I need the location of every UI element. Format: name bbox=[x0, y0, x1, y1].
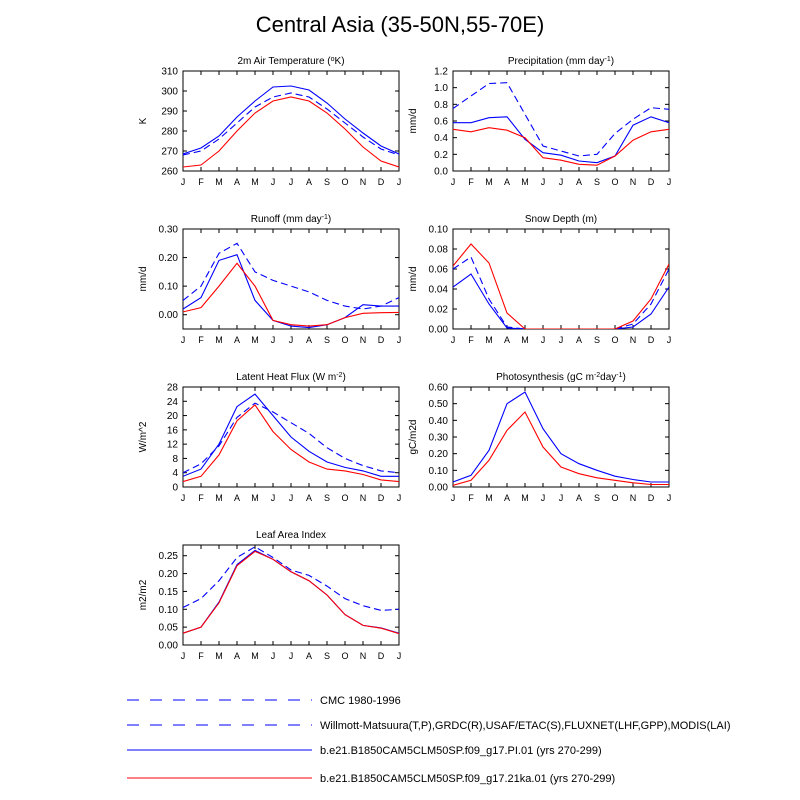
x-tick-label: N bbox=[629, 335, 637, 345]
chart-panel bbox=[408, 214, 671, 345]
y-axis-label: mm/d bbox=[408, 266, 419, 292]
y-tick-label: 8 bbox=[172, 453, 178, 465]
y-tick-label: 310 bbox=[161, 66, 178, 78]
x-tick-label: J bbox=[396, 177, 402, 187]
series-line-obs_cmc bbox=[453, 257, 669, 329]
x-tick-label: N bbox=[629, 493, 637, 503]
chart-title: Photosynthesis (gC $m^{-2}day^{-1}$) bbox=[496, 371, 626, 383]
x-tick-label: A bbox=[503, 335, 511, 345]
x-tick-label: J bbox=[666, 177, 672, 187]
x-tick-label: J bbox=[540, 335, 546, 345]
x-tick-label: D bbox=[377, 651, 385, 661]
x-tick-label: M bbox=[485, 493, 493, 503]
x-tick-label: J bbox=[180, 651, 186, 661]
chart-title: Snow Depth (m) bbox=[524, 214, 598, 225]
legend-item bbox=[127, 695, 401, 707]
y-tick-label: 0.00 bbox=[428, 482, 448, 494]
chart-title: Runoff (mm day$^{-1}$) bbox=[250, 213, 332, 225]
chart-panel bbox=[138, 530, 401, 661]
series-line-obs_willmott bbox=[183, 403, 399, 473]
x-tick-label: S bbox=[593, 493, 601, 503]
series-line-model_21ka bbox=[453, 412, 669, 485]
legend-item bbox=[127, 720, 731, 732]
y-tick-label: 0.25 bbox=[158, 551, 178, 563]
x-tick-label: M bbox=[251, 335, 259, 345]
x-tick-label: O bbox=[611, 177, 619, 187]
y-axis-label: K bbox=[138, 117, 149, 125]
x-tick-label: M bbox=[521, 493, 529, 503]
x-tick-label: J bbox=[450, 177, 456, 187]
x-tick-label: S bbox=[323, 335, 331, 345]
y-tick-label: 20 bbox=[166, 411, 178, 423]
y-tick-label: 290 bbox=[161, 106, 178, 118]
x-tick-label: J bbox=[270, 177, 276, 187]
y-tick-label: 0.06 bbox=[428, 264, 448, 276]
y-tick-label: 0.15 bbox=[158, 586, 178, 598]
series-line-obs_willmott bbox=[183, 93, 399, 155]
x-tick-label: O bbox=[341, 651, 349, 661]
x-tick-label: A bbox=[233, 493, 241, 503]
y-tick-label: 0.10 bbox=[158, 281, 178, 293]
plot-frame bbox=[183, 545, 399, 645]
series-line-model_21ka bbox=[453, 128, 669, 166]
x-tick-label: A bbox=[575, 493, 583, 503]
x-tick-label: S bbox=[593, 335, 601, 345]
y-axis-label: gC/m2d bbox=[408, 419, 419, 455]
y-tick-label: 0.30 bbox=[428, 432, 448, 444]
series-line-obs_willmott bbox=[453, 83, 669, 156]
x-tick-label: J bbox=[666, 335, 672, 345]
legend-label: b.e21.B1850CAM5CLM50SP.f09_g17.21ka.01 (yrs 270-299) bbox=[320, 773, 616, 785]
x-tick-label: J bbox=[180, 335, 186, 345]
y-tick-label: 24 bbox=[166, 396, 178, 408]
y-tick-label: 270 bbox=[161, 146, 178, 158]
y-tick-label: 0.0 bbox=[434, 166, 448, 178]
x-tick-label: M bbox=[215, 651, 223, 661]
x-tick-label: N bbox=[359, 651, 367, 661]
y-tick-label: 4 bbox=[172, 468, 178, 480]
y-tick-label: 0.2 bbox=[434, 149, 448, 161]
y-tick-label: 1.2 bbox=[434, 66, 448, 78]
x-tick-label: O bbox=[611, 493, 619, 503]
x-tick-label: F bbox=[198, 651, 204, 661]
y-axis-label: mm/d bbox=[138, 266, 149, 292]
x-tick-label: F bbox=[468, 493, 474, 503]
x-tick-label: J bbox=[666, 493, 672, 503]
page-title: Central Asia (35-50N,55-70E) bbox=[255, 12, 545, 37]
x-tick-label: D bbox=[647, 177, 655, 187]
x-tick-label: A bbox=[233, 651, 241, 661]
x-tick-label: M bbox=[521, 177, 529, 187]
legend-label: Willmott-Matsuura(T,P),GRDC(R),USAF/ETAC(S),FLUXNET(LHF,GPP),MODIS(LAI) bbox=[320, 720, 731, 732]
x-tick-label: J bbox=[288, 651, 294, 661]
y-tick-label: 12 bbox=[166, 439, 178, 451]
y-tick-label: 0.20 bbox=[158, 569, 178, 581]
series-line-model_21ka bbox=[183, 97, 399, 167]
x-tick-label: F bbox=[198, 177, 204, 187]
x-tick-label: A bbox=[305, 651, 313, 661]
y-tick-label: 0.08 bbox=[428, 244, 448, 256]
legend-label: CMC 1980-1996 bbox=[320, 695, 401, 707]
x-tick-label: M bbox=[251, 651, 259, 661]
x-tick-label: J bbox=[450, 335, 456, 345]
x-tick-label: J bbox=[450, 493, 456, 503]
series-line-model_21ka bbox=[183, 405, 399, 482]
x-tick-label: J bbox=[540, 493, 546, 503]
x-tick-label: S bbox=[323, 177, 331, 187]
series-line-model_21ka bbox=[453, 244, 669, 329]
x-tick-label: D bbox=[647, 493, 655, 503]
chart-panel bbox=[138, 214, 401, 346]
y-tick-label: 0.50 bbox=[428, 399, 448, 411]
x-tick-label: J bbox=[180, 177, 186, 187]
x-tick-label: J bbox=[270, 335, 276, 345]
y-tick-label: 0.4 bbox=[434, 133, 448, 145]
x-tick-label: J bbox=[288, 177, 294, 187]
plot-frame bbox=[453, 387, 669, 487]
chart-panel bbox=[408, 372, 671, 504]
series-line-model_21ka bbox=[183, 263, 399, 326]
y-axis-label: m2/m2 bbox=[138, 579, 149, 611]
y-tick-label: 0.6 bbox=[434, 116, 448, 128]
series-line-model_pi bbox=[183, 394, 399, 476]
x-tick-label: F bbox=[468, 177, 474, 187]
x-tick-label: J bbox=[558, 493, 564, 503]
x-tick-label: N bbox=[629, 177, 637, 187]
y-tick-label: 0.04 bbox=[428, 284, 448, 296]
y-tick-label: 0.10 bbox=[158, 604, 178, 616]
x-tick-label: A bbox=[503, 177, 511, 187]
y-tick-label: 0.10 bbox=[428, 224, 448, 236]
x-tick-label: A bbox=[305, 335, 313, 345]
y-tick-label: 1.0 bbox=[434, 83, 448, 95]
y-tick-label: 0.40 bbox=[428, 415, 448, 427]
x-tick-label: M bbox=[251, 177, 259, 187]
y-tick-label: 260 bbox=[161, 166, 178, 178]
x-tick-label: F bbox=[468, 335, 474, 345]
y-tick-label: 0.02 bbox=[428, 304, 448, 316]
x-tick-label: D bbox=[377, 335, 385, 345]
y-tick-label: 0.20 bbox=[158, 253, 178, 265]
x-tick-label: A bbox=[233, 335, 241, 345]
chart-title: Latent Heat Flux (W $m^{-2}$) bbox=[236, 371, 346, 383]
x-tick-label: M bbox=[485, 335, 493, 345]
x-tick-label: J bbox=[540, 177, 546, 187]
x-tick-label: A bbox=[575, 177, 583, 187]
x-tick-label: A bbox=[305, 177, 313, 187]
x-tick-label: A bbox=[503, 493, 511, 503]
chart-panel bbox=[138, 372, 401, 504]
y-tick-label: 0 bbox=[172, 482, 178, 494]
x-tick-label: F bbox=[198, 335, 204, 345]
y-tick-label: 300 bbox=[161, 86, 178, 98]
x-tick-label: S bbox=[593, 177, 601, 187]
x-tick-label: J bbox=[288, 335, 294, 345]
series-line-model_pi bbox=[453, 117, 669, 163]
x-tick-label: J bbox=[558, 177, 564, 187]
y-tick-label: 0.8 bbox=[434, 99, 448, 111]
x-tick-label: A bbox=[305, 493, 313, 503]
y-axis-label: W/m^2 bbox=[138, 421, 149, 453]
plot-frame bbox=[183, 229, 399, 329]
x-tick-label: N bbox=[359, 177, 367, 187]
y-tick-label: 280 bbox=[161, 126, 178, 138]
x-tick-label: O bbox=[341, 177, 349, 187]
x-tick-label: O bbox=[341, 493, 349, 503]
x-tick-label: D bbox=[377, 493, 385, 503]
chart-panel bbox=[138, 56, 401, 188]
x-tick-label: J bbox=[270, 651, 276, 661]
x-tick-label: D bbox=[647, 335, 655, 345]
legend-label: b.e21.B1850CAM5CLM50SP.f09_g17.PI.01 (yrs 270-299) bbox=[320, 745, 602, 757]
legend-item bbox=[127, 745, 602, 757]
x-tick-label: S bbox=[323, 493, 331, 503]
y-tick-label: 0.00 bbox=[158, 310, 178, 322]
chart-title: 2m Air Temperature ($^o$K) bbox=[237, 55, 345, 67]
series-line-model_pi bbox=[183, 86, 399, 154]
chart-title: Leaf Area Index bbox=[255, 530, 327, 541]
y-tick-label: 0.00 bbox=[158, 640, 178, 652]
chart-panel bbox=[408, 56, 671, 188]
x-tick-label: O bbox=[341, 335, 349, 345]
y-axis-label: mm/d bbox=[408, 108, 419, 134]
x-tick-label: N bbox=[359, 335, 367, 345]
y-tick-label: 0.30 bbox=[158, 224, 178, 236]
y-tick-label: 0.05 bbox=[158, 622, 178, 634]
y-tick-label: 0.20 bbox=[428, 449, 448, 461]
plot-frame bbox=[453, 229, 669, 329]
x-tick-label: M bbox=[215, 177, 223, 187]
x-tick-label: N bbox=[359, 493, 367, 503]
x-tick-label: M bbox=[485, 177, 493, 187]
chart-title: Precipitation (mm day$^{-1}$) bbox=[507, 55, 615, 67]
series-line-model_pi bbox=[183, 550, 399, 633]
x-tick-label: J bbox=[396, 651, 402, 661]
x-tick-label: S bbox=[323, 651, 331, 661]
x-tick-label: M bbox=[251, 493, 259, 503]
x-tick-label: A bbox=[233, 177, 241, 187]
series-line-obs_willmott bbox=[183, 243, 399, 309]
x-tick-label: J bbox=[396, 335, 402, 345]
x-tick-label: J bbox=[558, 335, 564, 345]
series-line-model_pi bbox=[453, 392, 669, 482]
series-line-model_21ka bbox=[183, 551, 399, 633]
x-tick-label: F bbox=[198, 493, 204, 503]
y-tick-label: 0.10 bbox=[428, 465, 448, 477]
x-tick-label: J bbox=[396, 493, 402, 503]
y-tick-label: 0.00 bbox=[428, 324, 448, 336]
x-tick-label: M bbox=[215, 493, 223, 503]
x-tick-label: M bbox=[215, 335, 223, 345]
series-line-obs_willmott bbox=[183, 547, 399, 611]
y-tick-label: 0.60 bbox=[428, 382, 448, 394]
x-tick-label: M bbox=[521, 335, 529, 345]
x-tick-label: J bbox=[270, 493, 276, 503]
x-tick-label: O bbox=[611, 335, 619, 345]
x-tick-label: D bbox=[377, 177, 385, 187]
legend-item bbox=[127, 773, 615, 785]
y-tick-label: 16 bbox=[166, 425, 178, 437]
x-tick-label: J bbox=[180, 493, 186, 503]
x-tick-label: A bbox=[575, 335, 583, 345]
y-tick-label: 28 bbox=[166, 382, 178, 394]
x-tick-label: J bbox=[288, 493, 294, 503]
